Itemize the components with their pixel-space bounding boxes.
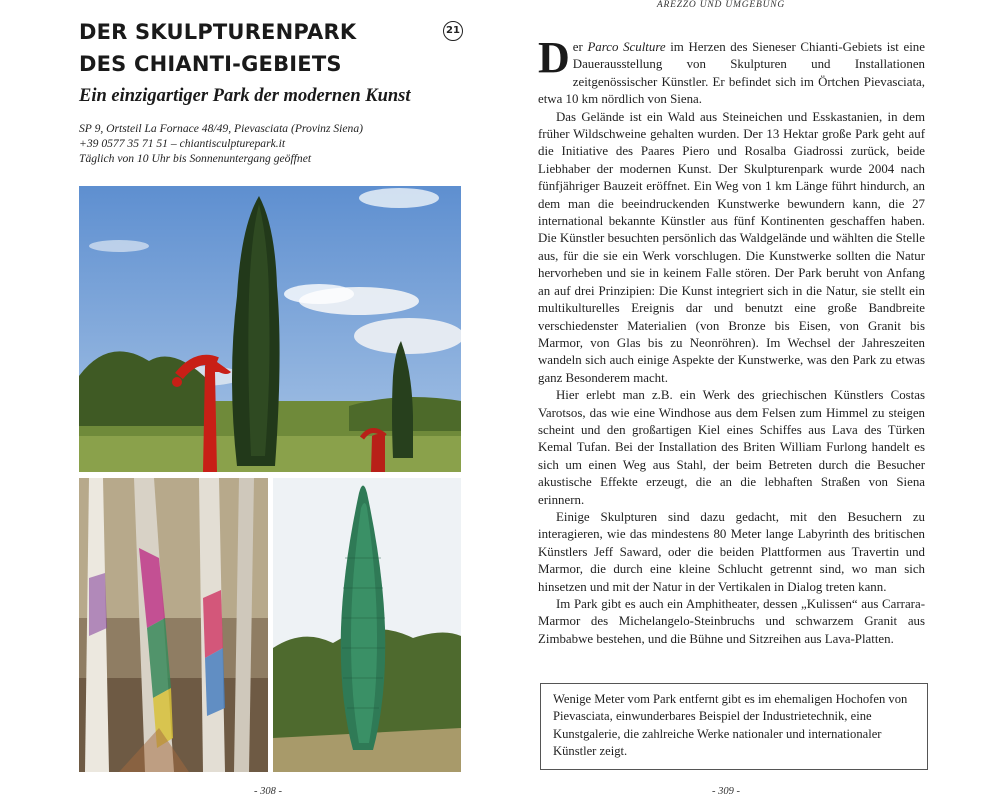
paragraph-1-start: er xyxy=(572,40,588,54)
opening-hours: Täglich von 10 Uhr bis Sonnenuntergang geöffnet xyxy=(79,152,312,165)
phone-website: +39 0577 35 71 51 – chiantisculpturepark.it xyxy=(79,137,286,150)
running-head: AREZZO UND UMGEBUNG xyxy=(656,0,786,10)
title-line-1: DER SKULPTURENPARK xyxy=(79,20,357,44)
photo-cypress-sculptures xyxy=(79,186,461,472)
paragraph-5: Im Park gibt es auch ein Amphitheater, dessen „Kulissen“ aus Carrara-Marmor des Michelangelo-Steinbruchs und schwarzem Granit aus Zimbabwe bestehen, und die Bühne und Sitzreihen aus Lava-Platten. xyxy=(538,597,925,646)
paragraph-1 xyxy=(538,33,925,109)
paragraph-1-rest: im Herzen des Sieneser Chianti-Gebiets ist eine Dauerausstellung von Skulpturen und Installationen zeitgenössischer Künstler. Er befindet sich im Örtchen Pievasciata, etwa 10 km nördlich von Siena. xyxy=(538,40,925,107)
subtitle: Ein einzigartiger Park der modernen Kunst xyxy=(79,86,411,106)
paragraph-2: Das Gelände ist ein Wald aus Steineichen und Esskastanien, in dem früher Wildschweine gehalten wurden. Der 13 Hektar große Park geht auf die Initiative des Paares Piero und Rosalba Giadrossi zurück, beide Liebhaber der modernen Kunst. Der Skulpturenpark wurde 2004 nach fünfjähriger Bauzeit eröffnet. Ein Weg von 1 km Länge führt hindurch, an dem man die beeindruckenden Kunstwerke bewundern kann, die 27 international bekannte Künstler aus fünf Kontinenten geschaffen haben. Die Künstler besuchten persönlich das Waldgelände und wählten die Stelle aus, für die sie ein Werk vorschlugen. Die Kunstwerke sollten die Natur hervorheben und sie in keinem Falle stören. Der Park beruht von Anfang an auf drei Prinzipien: Die Kunst integriert sich in die Natur, sie stellt ein multikulturelles Ereignis dar und benutzt eine große Bandbreite verschiedenster Materialien (von Bronze bis Eisen, von Granit bis Marmor, von Glas bis zu Neonröhren). Im Wechsel der Jahreszeiten wandeln sich auch einige Aspekte der Kunstwerke, was den Park zu etwas ganz Besonderem macht. xyxy=(538,109,925,385)
photo-painted-trees xyxy=(79,478,268,772)
photo-glass-sculpture xyxy=(273,478,461,772)
entry-number-badge: 21 xyxy=(443,21,463,41)
info-box: Wenige Meter vom Park entfernt gibt es im ehemaligen Hochofen von Pievasciata, einwunderbares Beispiel der Industrietechnik, eine Kunstgalerie, die zahlreiche Werke nationaler und internationaler Künstler zeigt. xyxy=(540,683,928,770)
paragraph-4: Einige Skulpturen sind dazu gedacht, mit den Besuchern zu interagieren, wie das mindestens 80 Meter lange Labyrinth des britischen Künstlers Jeff Saward, oder die beiden Plattformen aus Travertin und Marmor, die durch eine kleine Schlucht getrennt sind, wo man sich hinsetzen und mit der Natur in der Vertikalen in Dialog treten kann. xyxy=(538,509,925,594)
page-number-right: - 309 - xyxy=(712,786,740,797)
address: SP 9, Ortsteil La Fornace 48/49, Pievasciata (Provinz Siena) xyxy=(79,122,364,135)
paragraph-3: Hier erlebt man z.B. ein Werk des griechischen Künstlers Costas Varotsos, das wie eine Windhose aus dem Felsen zum Himmel zu steigen scheint und den großartigen Kiel eines Schiffes aus Lava des Türken Kemal Tufan. Bei der Installation des Briten William Furlong handelt es sich um einen Weg aus Stahl, der beim Betreten durch die Besucher akustische Effekte erzeugt, die an die lebhaften Straßen von Siena erinnern. xyxy=(538,388,925,507)
drop-cap: D xyxy=(538,33,570,82)
page-number-left: - 308 - xyxy=(254,786,282,797)
paragraph-1-italic: Parco Sculture xyxy=(587,40,666,54)
body-text xyxy=(538,33,925,648)
title-line-2: DES CHIANTI-GEBIETS xyxy=(79,52,342,76)
page-title xyxy=(79,16,439,80)
info-block xyxy=(79,121,363,166)
